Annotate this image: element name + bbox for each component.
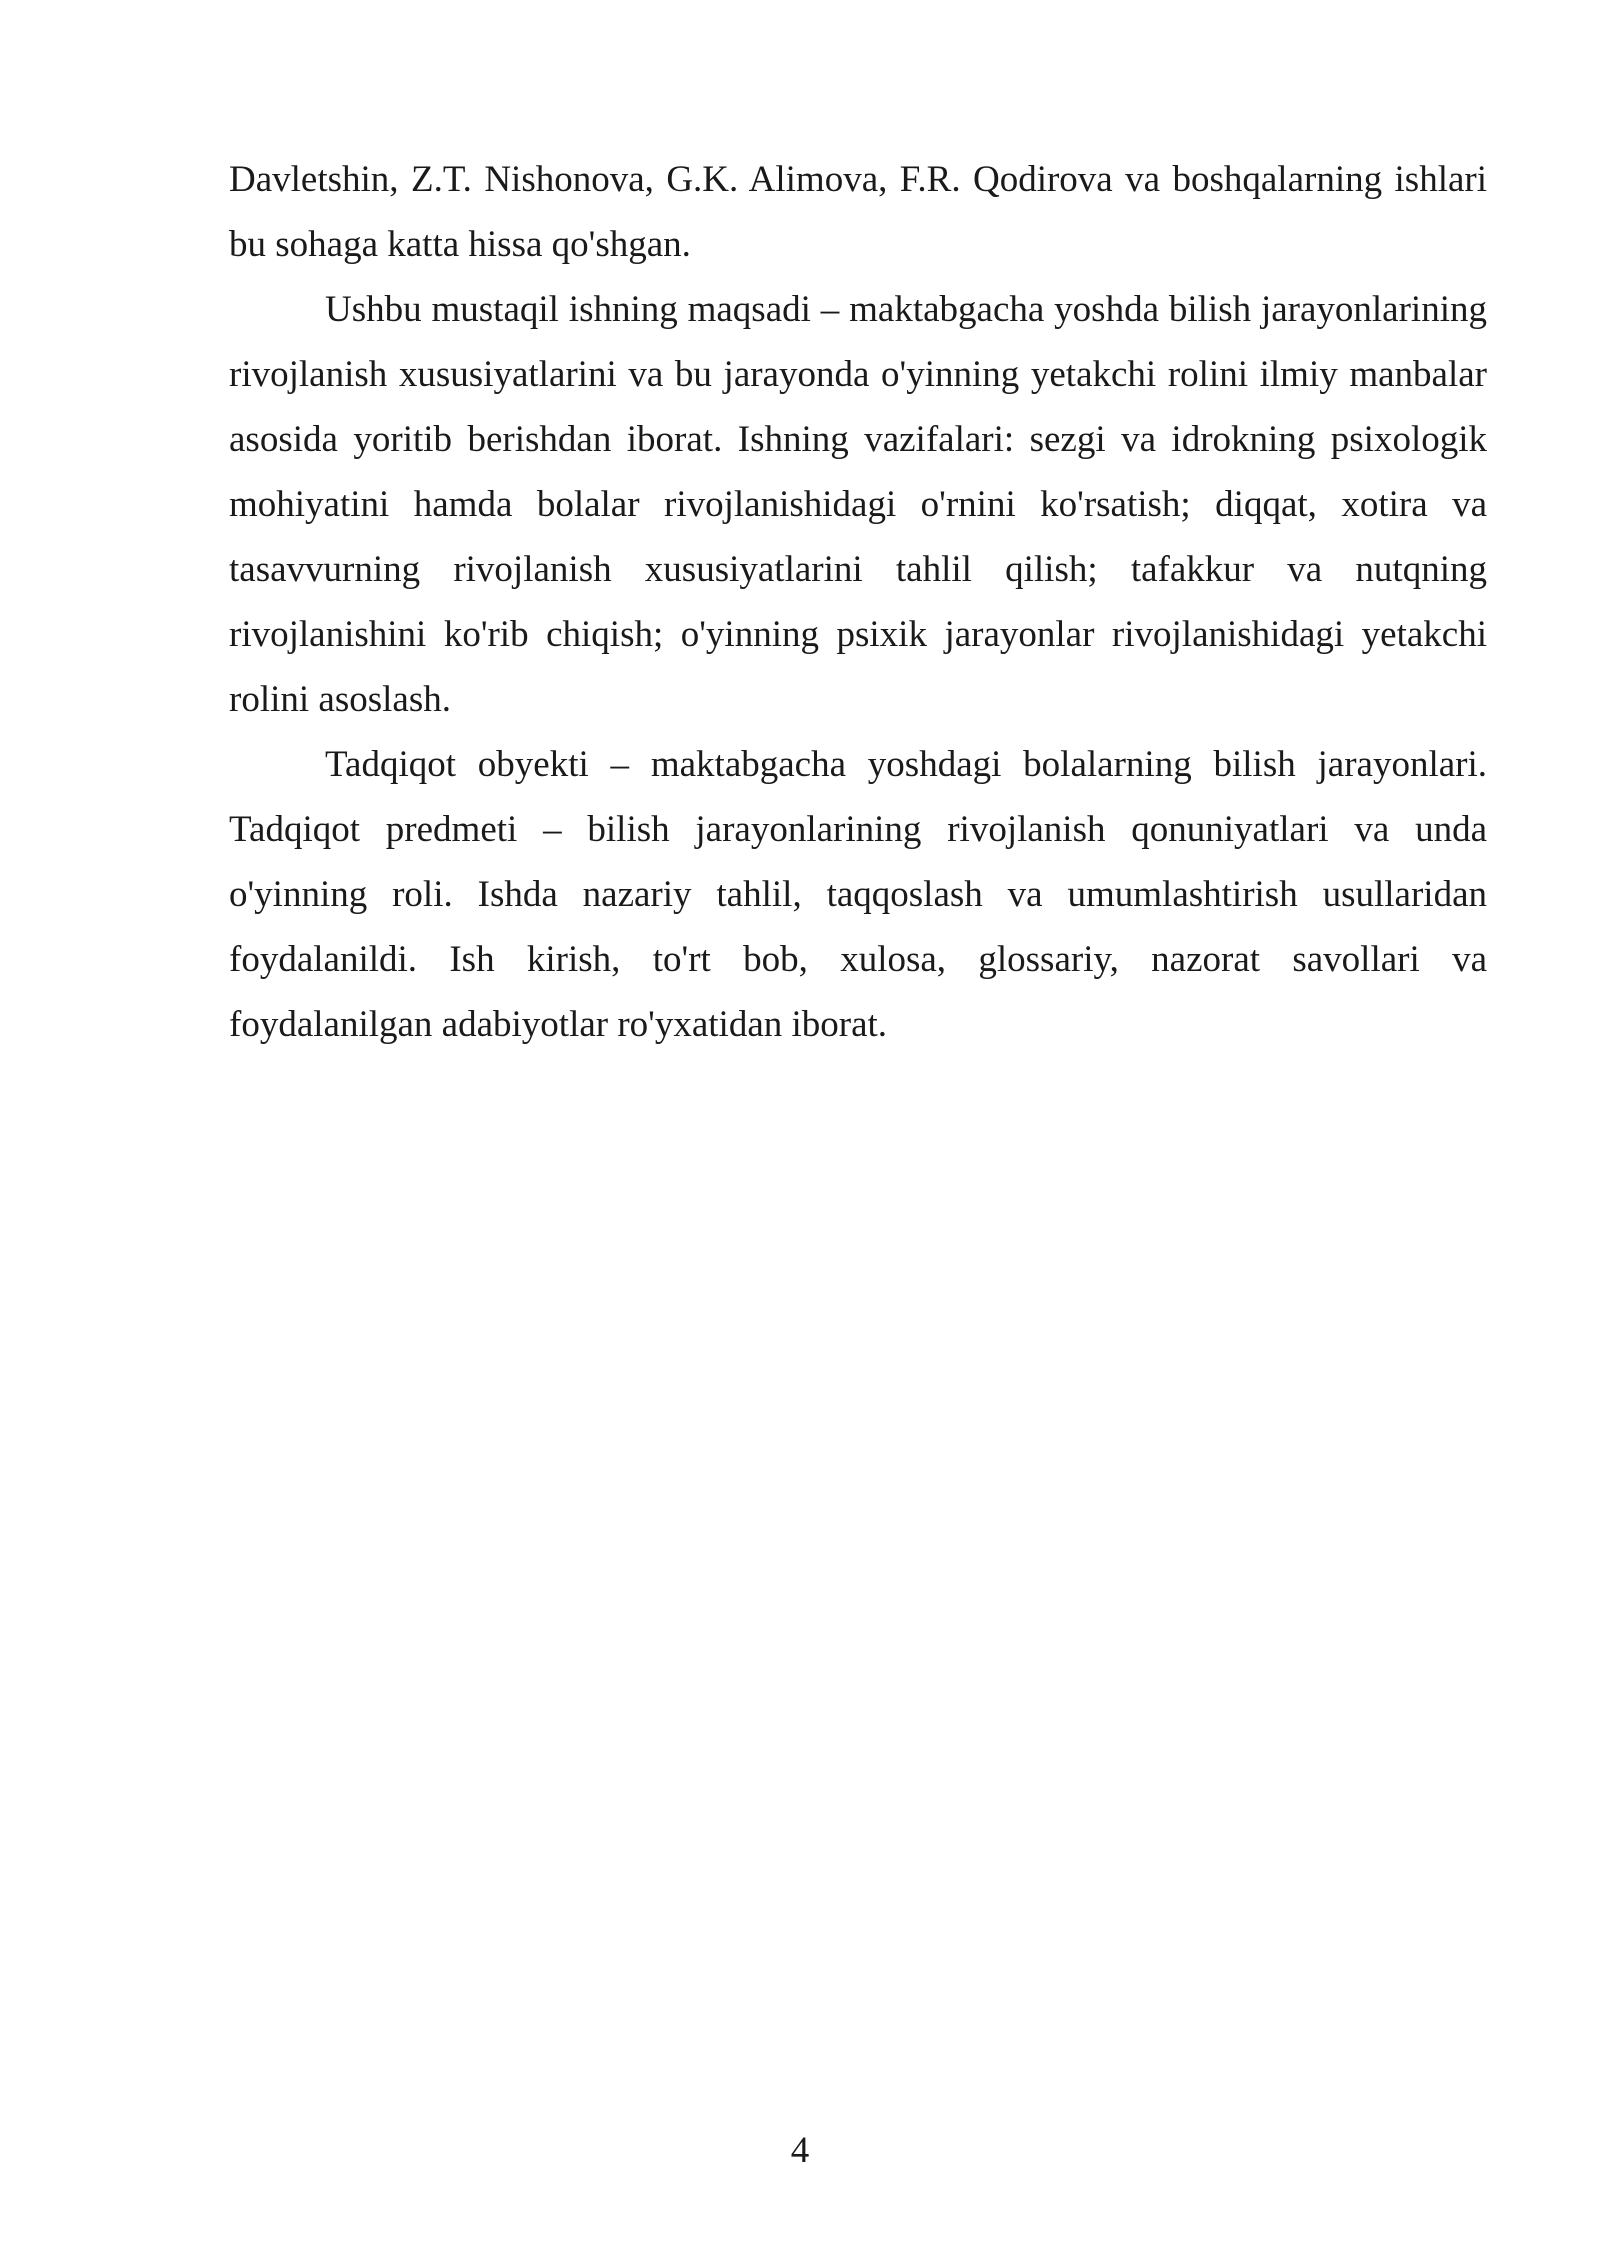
paragraph-purpose: Ushbu mustaqil ishning maqsadi – maktabgacha yoshda bilish jarayonlarining rivojlanish xususiyatlarini va bu jarayonda o'yinning yetakchi rolini ilmiy manbalar asosida yoritib berishdan iborat. Ishning vazifalari: sezgi va idrokning psixologik mohiyatini hamda bolalar rivojlanishidagi o'rnini ko'rsatish; diqqat, xotira va tasavvurning rivojlanish xususiyatlarini tahlil qilish; tafakkur va nutqning rivojlanishini ko'rib chiqish; o'yinning psixik jarayonlar rivojlanishidagi yetakchi rolini asoslash. xyxy=(229,289,1487,720)
paragraph-continuation: Davletshin, Z.T. Nishonova, G.K. Alimova, F.R. Qodirova va boshqalarning ishlari bu sohaga katta hissa qo'shgan. xyxy=(229,159,1487,265)
page-number: 4 xyxy=(790,2130,810,2171)
body-text xyxy=(229,147,1487,1057)
paragraph-object: Tadqiqot obyekti – maktabgacha yoshdagi bolalarning bilish jarayonlari. Tadqiqot predmeti – bilish jarayonlarining rivojlanish qonuniyatlari va unda o'yinning roli. Ishda nazariy tahlil, taqqoslash va umumlashtirish usullaridan foydalanildi. Ish kirish, to'rt bob, xulosa, glossariy, nazorat savollari va foydalanilgan adabiyotlar ro'yxatidan iborat. xyxy=(229,744,1487,1045)
